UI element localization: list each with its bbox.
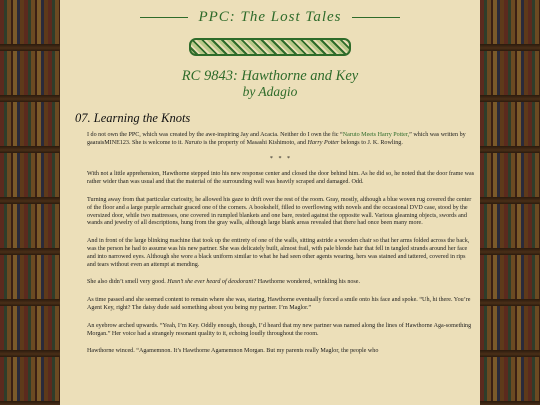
header-rule-left bbox=[140, 17, 188, 18]
story-paragraph: As time passed and she seemed content to remain where she was, staring, Hawthorne eventually forced a smile onto his face and spoke. “Uh, hi there. You’re Agent Key, right? The daisy dude said something about you being my partner. I’m Maglor.” bbox=[87, 297, 471, 311]
paragraph-italic: Hasn’t she ever heard of deodorant? bbox=[167, 279, 257, 286]
paragraph-text: She also didn’t smell very good. bbox=[87, 279, 168, 286]
story-author: by Adagio bbox=[242, 84, 298, 99]
story-paragraph bbox=[87, 279, 475, 287]
story-paragraph: With not a little apprehension, Hawthorne stepped into his new response center and closed the door behind him. As he did so, he noted that the door frame was rather wider than was usual and that the material of the surrounding wall was heavily scraped and damaged. Odd. bbox=[87, 171, 475, 186]
paragraph-text: Hawthorne wondered, wrinkling his nose. bbox=[256, 279, 361, 286]
page-content bbox=[60, 0, 480, 405]
disclaimer-italic: Naruto bbox=[184, 139, 202, 146]
story-body bbox=[87, 132, 475, 356]
fic-link[interactable]: Naruto Meets Harry Potter, bbox=[342, 132, 410, 138]
header-rule-right bbox=[352, 17, 400, 18]
celtic-knot-divider bbox=[189, 38, 351, 56]
disclaimer-text: is the property of Masashi Kishimoto, and bbox=[201, 139, 308, 146]
disclaimer-text: ” which was written by gaaraisMINE123. She is welcome to it. bbox=[87, 132, 466, 146]
chapter-heading: 07. Learning the Knots bbox=[75, 111, 191, 125]
story-paragraph: Hawthorne winced. “Agamemnon. It’s Hawthorne Agamemnon Morgan. But my parents really Maglor, the people who bbox=[87, 348, 379, 355]
story-title: RC 9843: Hawthorne and Key bbox=[181, 68, 359, 84]
site-title[interactable]: PPC: The Lost Tales bbox=[198, 9, 342, 25]
scene-separator: * * * bbox=[269, 155, 293, 162]
disclaimer-text: I do not own the PPC, which was created by the awe-inspiring Jay and Acacia. Neither do I own the fic “ bbox=[87, 132, 343, 138]
bookshelf-border-right bbox=[480, 0, 540, 405]
disclaimer-italic: Harry Potter bbox=[307, 139, 340, 146]
story-paragraph: And in front of the large blinking machine that took up the entirety of one of the walls, sitting astride a wooden chair so that her arms folded across the back, was the person he had to assume was his new partner. She was delicately built, almost frail, with pale blonde hair that fell in tangled strands around her face and into narrowed eyes. Although she wore a black uniform similar to what he had seen other agents wearing, hers was stained and tattered, covered in rips and tears without even an attempt at mending. bbox=[87, 238, 470, 268]
story-paragraph: An eyebrow arched upwards. “Yeah, I’m Key. Oddly enough, though, I’d heard that my new partner was named along the lines of Hawthorne Aga-something Morgan.” Her voice had a strangely resonant quality to it, echoing loudly throughout the room. bbox=[87, 322, 472, 337]
disclaimer bbox=[87, 132, 475, 148]
story-paragraph: Turning away from that particular curiosity, he allowed his gaze to drift over the rest of the room. Gray, mostly, although a blue woven rug covered the center of the floor and a large purple armchair graced one of the corners. A bookshelf, filled to overflowing with novels and the occasional DVD case, stood by the oversized door, while two mattresses, one covered in rumpled blankets and one bare, rested against the opposite wall. Various gleaming objects, swords and wands and jewelry of all descriptions, hung from the gray walls, although large blank areas revealed that there had once been many more. bbox=[87, 196, 472, 227]
bookshelf-border-left bbox=[0, 0, 60, 405]
disclaimer-text: belongs to J. K. Rowling. bbox=[339, 139, 403, 146]
site-header bbox=[60, 2, 480, 32]
